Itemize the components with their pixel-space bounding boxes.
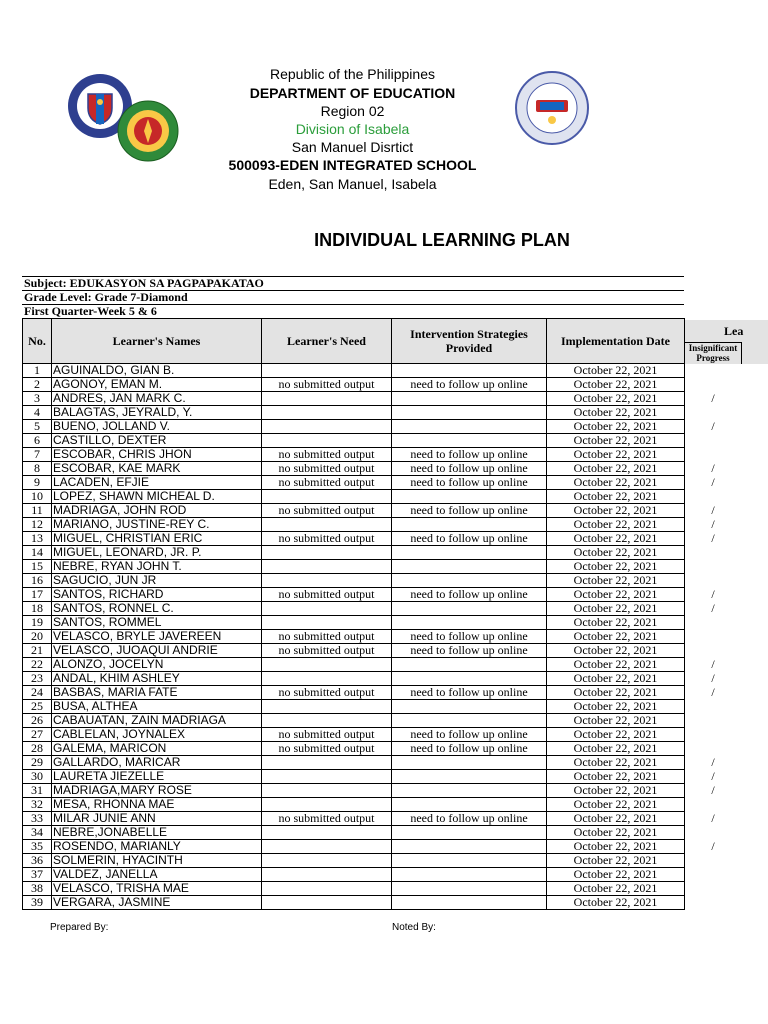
learner-number-cell: 4 — [23, 406, 52, 420]
learner-number-cell: 21 — [23, 644, 52, 658]
learner-number-cell: 1 — [23, 364, 52, 378]
quarter-line: First Quarter-Week 5 & 6 — [22, 304, 684, 317]
learner-number-cell: 22 — [23, 658, 52, 672]
extra-header-label: Lea — [724, 324, 744, 338]
learner-name-cell: NEBRE, RYAN JOHN T. — [52, 560, 262, 574]
table-row — [23, 532, 685, 546]
progress-mark: / — [711, 839, 715, 853]
learner-number-cell: 7 — [23, 448, 52, 462]
learner-name-cell: GALLARDO, MARICAR — [52, 756, 262, 770]
intervention-cell — [392, 882, 547, 896]
table-row — [23, 560, 685, 574]
learner-need-cell: no submitted output — [262, 728, 392, 742]
learner-name-cell: SOLMERIN, HYACINTH — [52, 854, 262, 868]
implementation-date-cell: October 22, 2021 — [547, 588, 685, 602]
intervention-cell: need to follow up online — [392, 630, 547, 644]
intervention-cell — [392, 770, 547, 784]
progress-mark: / — [711, 685, 715, 699]
learner-number-cell: 30 — [23, 770, 52, 784]
learner-number-cell: 25 — [23, 700, 52, 714]
learner-name-cell: VALDEZ, JANELLA — [52, 868, 262, 882]
learner-name-cell: ALONZO, JOCELYN — [52, 658, 262, 672]
implementation-date-cell: October 22, 2021 — [547, 700, 685, 714]
table-row — [23, 616, 685, 630]
implementation-date-cell: October 22, 2021 — [547, 784, 685, 798]
table-row — [23, 812, 685, 826]
implementation-date-cell: October 22, 2021 — [547, 574, 685, 588]
learner-name-cell: LAURETA JIEZELLE — [52, 770, 262, 784]
implementation-date-cell: October 22, 2021 — [547, 868, 685, 882]
learner-number-cell: 33 — [23, 812, 52, 826]
learner-need-cell: no submitted output — [262, 644, 392, 658]
intervention-cell: need to follow up online — [392, 644, 547, 658]
learner-name-cell: NEBRE,JONABELLE — [52, 826, 262, 840]
table-row — [23, 546, 685, 560]
implementation-date-cell: October 22, 2021 — [547, 602, 685, 616]
learner-number-cell: 10 — [23, 490, 52, 504]
progress-mark: / — [711, 461, 715, 475]
table-row — [23, 854, 685, 868]
table-row — [23, 434, 685, 448]
grade-line: Grade Level: Grade 7-Diamond — [22, 290, 684, 303]
learner-need-cell: no submitted output — [262, 448, 392, 462]
extra-column-header — [684, 320, 768, 364]
learner-need-cell — [262, 700, 392, 714]
learner-number-cell: 3 — [23, 392, 52, 406]
learner-number-cell: 37 — [23, 868, 52, 882]
learner-need-cell — [262, 756, 392, 770]
table-row — [23, 476, 685, 490]
intervention-cell — [392, 364, 547, 378]
intervention-cell: need to follow up online — [392, 476, 547, 490]
noted-by-label: Noted By: — [392, 922, 436, 933]
learner-need-cell: no submitted output — [262, 588, 392, 602]
table-header-row — [23, 319, 685, 364]
implementation-date-cell: October 22, 2021 — [547, 476, 685, 490]
intervention-cell — [392, 616, 547, 630]
learner-name-cell: MADRIAGA,MARY ROSE — [52, 784, 262, 798]
learner-number-cell: 14 — [23, 546, 52, 560]
table-row — [23, 700, 685, 714]
region-name: Region 02 — [320, 103, 385, 119]
col-header-strategy: Intervention Strategies Provided — [392, 319, 547, 364]
learner-name-cell: AGONOY, EMAN M. — [52, 378, 262, 392]
intervention-cell — [392, 868, 547, 882]
page-title: INDIVIDUAL LEARNING PLAN — [314, 230, 570, 250]
implementation-date-cell: October 22, 2021 — [547, 546, 685, 560]
implementation-date-cell: October 22, 2021 — [547, 378, 685, 392]
implementation-date-cell: October 22, 2021 — [547, 518, 685, 532]
learner-name-cell: MARIANO, JUSTINE-REY C. — [52, 518, 262, 532]
intervention-cell — [392, 798, 547, 812]
district-name: San Manuel Disrtict — [291, 139, 414, 155]
implementation-date-cell: October 22, 2021 — [547, 462, 685, 476]
table-row — [23, 840, 685, 854]
learner-name-cell: MILAR JUNIE ANN — [52, 812, 262, 826]
implementation-date-cell: October 22, 2021 — [547, 532, 685, 546]
learner-name-cell: LACADEN, EFJIE — [52, 476, 262, 490]
learner-number-cell: 32 — [23, 798, 52, 812]
progress-mark: / — [711, 657, 715, 671]
learner-need-cell — [262, 392, 392, 406]
intervention-cell: need to follow up online — [392, 378, 547, 392]
learner-name-cell: MIGUEL, CHRISTIAN ERIC — [52, 532, 262, 546]
school-name: 500093-EDEN INTEGRATED SCHOOL — [228, 157, 477, 173]
intervention-cell — [392, 854, 547, 868]
col-header-date: Implementation Date — [547, 319, 685, 364]
learner-number-cell: 34 — [23, 826, 52, 840]
table-row — [23, 644, 685, 658]
learner-need-cell — [262, 406, 392, 420]
learner-need-cell: no submitted output — [262, 504, 392, 518]
table-row — [23, 882, 685, 896]
progress-mark: / — [711, 769, 715, 783]
learner-need-cell: no submitted output — [262, 378, 392, 392]
col-header-need: Learner's Need — [262, 319, 392, 364]
learner-number-cell: 11 — [23, 504, 52, 518]
implementation-date-cell: October 22, 2021 — [547, 658, 685, 672]
learner-name-cell: BASBAS, MARIA FATE — [52, 686, 262, 700]
table-row — [23, 518, 685, 532]
progress-mark: / — [711, 419, 715, 433]
progress-mark: / — [711, 391, 715, 405]
learner-number-cell: 12 — [23, 518, 52, 532]
learner-need-cell — [262, 434, 392, 448]
intervention-cell — [392, 826, 547, 840]
intervention-cell — [392, 574, 547, 588]
implementation-date-cell: October 22, 2021 — [547, 644, 685, 658]
learner-number-cell: 28 — [23, 742, 52, 756]
intervention-cell — [392, 714, 547, 728]
intervention-cell — [392, 756, 547, 770]
learner-number-cell: 15 — [23, 560, 52, 574]
learner-name-cell: SAGUCIO, JUN JR — [52, 574, 262, 588]
table-row — [23, 406, 685, 420]
learner-name-cell: SANTOS, ROMMEL — [52, 616, 262, 630]
intervention-cell: need to follow up online — [392, 812, 547, 826]
table-row — [23, 798, 685, 812]
learner-need-cell: no submitted output — [262, 630, 392, 644]
implementation-date-cell: October 22, 2021 — [547, 490, 685, 504]
learner-name-cell: SANTOS, RICHARD — [52, 588, 262, 602]
learner-need-cell — [262, 854, 392, 868]
implementation-date-cell: October 22, 2021 — [547, 504, 685, 518]
learner-name-cell: AGUINALDO, GIAN B. — [52, 364, 262, 378]
country-name: Republic of the Philippines — [270, 66, 435, 82]
intervention-cell — [392, 672, 547, 686]
learner-need-cell: no submitted output — [262, 462, 392, 476]
progress-mark: / — [711, 531, 715, 545]
learner-name-cell: GALEMA, MARICON — [52, 742, 262, 756]
implementation-date-cell: October 22, 2021 — [547, 672, 685, 686]
implementation-date-cell: October 22, 2021 — [547, 742, 685, 756]
subject-line: Subject: EDUKASYON SA PAGPAPAKATAO — [22, 276, 684, 289]
intervention-cell — [392, 896, 547, 910]
table-row — [23, 770, 685, 784]
learner-name-cell: BALAGTAS, JEYRALD, Y. — [52, 406, 262, 420]
learner-need-cell — [262, 896, 392, 910]
learner-name-cell: CABLELAN, JOYNALEX — [52, 728, 262, 742]
progress-mark: / — [711, 601, 715, 615]
school-address: Eden, San Manuel, Isabela — [268, 176, 437, 192]
implementation-date-cell: October 22, 2021 — [547, 434, 685, 448]
learner-need-cell — [262, 784, 392, 798]
table-row — [23, 896, 685, 910]
learner-number-cell: 2 — [23, 378, 52, 392]
learner-need-cell — [262, 490, 392, 504]
learning-plan-table — [22, 318, 685, 910]
table-row — [23, 420, 685, 434]
progress-mark: / — [711, 503, 715, 517]
learner-name-cell: BUENO, JOLLAND V. — [52, 420, 262, 434]
learner-need-cell — [262, 364, 392, 378]
intervention-cell: need to follow up online — [392, 686, 547, 700]
learner-need-cell — [262, 658, 392, 672]
learner-name-cell: BUSA, ALTHEA — [52, 700, 262, 714]
implementation-date-cell: October 22, 2021 — [547, 448, 685, 462]
intervention-cell: need to follow up online — [392, 742, 547, 756]
table-row — [23, 602, 685, 616]
intervention-cell — [392, 518, 547, 532]
table-row — [23, 756, 685, 770]
learner-number-cell: 8 — [23, 462, 52, 476]
learner-number-cell: 38 — [23, 882, 52, 896]
learner-number-cell: 18 — [23, 602, 52, 616]
learner-name-cell: MESA, RHONNA MAE — [52, 798, 262, 812]
learner-need-cell — [262, 826, 392, 840]
learner-need-cell — [262, 420, 392, 434]
intervention-cell: need to follow up online — [392, 588, 547, 602]
progress-mark: / — [711, 671, 715, 685]
progress-mark: / — [711, 517, 715, 531]
implementation-date-cell: October 22, 2021 — [547, 896, 685, 910]
learner-name-cell: CASTILLO, DEXTER — [52, 434, 262, 448]
learner-number-cell: 29 — [23, 756, 52, 770]
intervention-cell — [392, 406, 547, 420]
table-row — [23, 448, 685, 462]
learner-name-cell: VELASCO, JUOAQUI ANDRIE — [52, 644, 262, 658]
implementation-date-cell: October 22, 2021 — [547, 630, 685, 644]
implementation-date-cell: October 22, 2021 — [547, 728, 685, 742]
table-row — [23, 742, 685, 756]
department-name: DEPARTMENT OF EDUCATION — [249, 85, 456, 101]
learner-number-cell: 9 — [23, 476, 52, 490]
implementation-date-cell: October 22, 2021 — [547, 686, 685, 700]
learner-name-cell: VELASCO, BRYLE JAVEREEN — [52, 630, 262, 644]
implementation-date-cell: October 22, 2021 — [547, 882, 685, 896]
learner-name-cell: ANDRES, JAN MARK C. — [52, 392, 262, 406]
progress-mark: / — [711, 755, 715, 769]
table-row — [23, 658, 685, 672]
table-row — [23, 378, 685, 392]
learner-need-cell — [262, 518, 392, 532]
learner-need-cell — [262, 840, 392, 854]
table-row — [23, 714, 685, 728]
learner-need-cell: no submitted output — [262, 812, 392, 826]
learner-need-cell — [262, 714, 392, 728]
learner-need-cell — [262, 672, 392, 686]
learner-number-cell: 31 — [23, 784, 52, 798]
learner-number-cell: 5 — [23, 420, 52, 434]
learner-need-cell — [262, 616, 392, 630]
table-row — [23, 392, 685, 406]
learner-number-cell: 17 — [23, 588, 52, 602]
learner-name-cell: VERGARA, JASMINE — [52, 896, 262, 910]
intervention-cell — [392, 700, 547, 714]
intervention-cell: need to follow up online — [392, 504, 547, 518]
implementation-date-cell: October 22, 2021 — [547, 714, 685, 728]
learner-number-cell: 26 — [23, 714, 52, 728]
implementation-date-cell: October 22, 2021 — [547, 840, 685, 854]
intervention-cell: need to follow up online — [392, 462, 547, 476]
implementation-date-cell: October 22, 2021 — [547, 854, 685, 868]
implementation-date-cell: October 22, 2021 — [547, 364, 685, 378]
table-row — [23, 826, 685, 840]
table-row — [23, 504, 685, 518]
progress-mark: / — [711, 475, 715, 489]
intervention-cell — [392, 420, 547, 434]
intervention-cell — [392, 560, 547, 574]
learner-name-cell: MIGUEL, LEONARD, JR. P. — [52, 546, 262, 560]
implementation-date-cell: October 22, 2021 — [547, 798, 685, 812]
learner-number-cell: 23 — [23, 672, 52, 686]
implementation-date-cell: October 22, 2021 — [547, 770, 685, 784]
learner-need-cell — [262, 882, 392, 896]
division-name: Division of Isabela — [295, 121, 410, 137]
table-row — [23, 588, 685, 602]
intervention-cell — [392, 392, 547, 406]
intervention-cell — [392, 840, 547, 854]
prepared-by-label: Prepared By: — [50, 922, 109, 933]
implementation-date-cell: October 22, 2021 — [547, 420, 685, 434]
table-row — [23, 672, 685, 686]
table-row — [23, 630, 685, 644]
learner-need-cell — [262, 798, 392, 812]
learner-name-cell: ROSENDO, MARIANLY — [52, 840, 262, 854]
table-row — [23, 728, 685, 742]
learner-need-cell: no submitted output — [262, 742, 392, 756]
learner-need-cell — [262, 560, 392, 574]
learner-name-cell: MADRIAGA, JOHN ROD — [52, 504, 262, 518]
implementation-date-cell: October 22, 2021 — [547, 392, 685, 406]
learner-need-cell: no submitted output — [262, 532, 392, 546]
table-row — [23, 574, 685, 588]
extra-subheader-label: Insignificant Progress — [684, 342, 742, 364]
learner-number-cell: 16 — [23, 574, 52, 588]
intervention-cell — [392, 658, 547, 672]
learner-number-cell: 35 — [23, 840, 52, 854]
intervention-cell: need to follow up online — [392, 532, 547, 546]
learner-number-cell: 13 — [23, 532, 52, 546]
learner-number-cell: 36 — [23, 854, 52, 868]
intervention-cell — [392, 546, 547, 560]
intervention-cell — [392, 434, 547, 448]
learner-number-cell: 20 — [23, 630, 52, 644]
progress-mark: / — [711, 587, 715, 601]
progress-mark: / — [711, 783, 715, 797]
implementation-date-cell: October 22, 2021 — [547, 826, 685, 840]
learner-need-cell — [262, 868, 392, 882]
learner-name-cell: ESCOBAR, CHRIS JHON — [52, 448, 262, 462]
learner-name-cell: LOPEZ, SHAWN MICHEAL D. — [52, 490, 262, 504]
learner-name-cell: ANDAL, KHIM ASHLEY — [52, 672, 262, 686]
intervention-cell — [392, 490, 547, 504]
learner-need-cell — [262, 770, 392, 784]
col-header-name: Learner's Names — [52, 319, 262, 364]
learner-name-cell: SANTOS, RONNEL C. — [52, 602, 262, 616]
intervention-cell: need to follow up online — [392, 448, 547, 462]
learner-number-cell: 6 — [23, 434, 52, 448]
learner-need-cell — [262, 602, 392, 616]
table-row — [23, 868, 685, 882]
progress-mark: / — [711, 811, 715, 825]
table-row — [23, 490, 685, 504]
learner-number-cell: 39 — [23, 896, 52, 910]
implementation-date-cell: October 22, 2021 — [547, 406, 685, 420]
learner-number-cell: 27 — [23, 728, 52, 742]
implementation-date-cell: October 22, 2021 — [547, 616, 685, 630]
learner-need-cell: no submitted output — [262, 686, 392, 700]
intervention-cell: need to follow up online — [392, 728, 547, 742]
implementation-date-cell: October 22, 2021 — [547, 812, 685, 826]
learner-need-cell — [262, 574, 392, 588]
table-row — [23, 462, 685, 476]
learner-name-cell: ESCOBAR, KAE MARK — [52, 462, 262, 476]
intervention-cell — [392, 784, 547, 798]
intervention-cell — [392, 602, 547, 616]
learner-need-cell — [262, 546, 392, 560]
learner-name-cell: CABAUATAN, ZAIN MADRIAGA — [52, 714, 262, 728]
col-header-no: No. — [23, 319, 52, 364]
table-row — [23, 364, 685, 378]
implementation-date-cell: October 22, 2021 — [547, 560, 685, 574]
learner-need-cell: no submitted output — [262, 476, 392, 490]
table-row — [23, 784, 685, 798]
table-row — [23, 686, 685, 700]
learner-number-cell: 24 — [23, 686, 52, 700]
implementation-date-cell: October 22, 2021 — [547, 756, 685, 770]
learner-number-cell: 19 — [23, 616, 52, 630]
learner-name-cell: VELASCO, TRISHA MAE — [52, 882, 262, 896]
